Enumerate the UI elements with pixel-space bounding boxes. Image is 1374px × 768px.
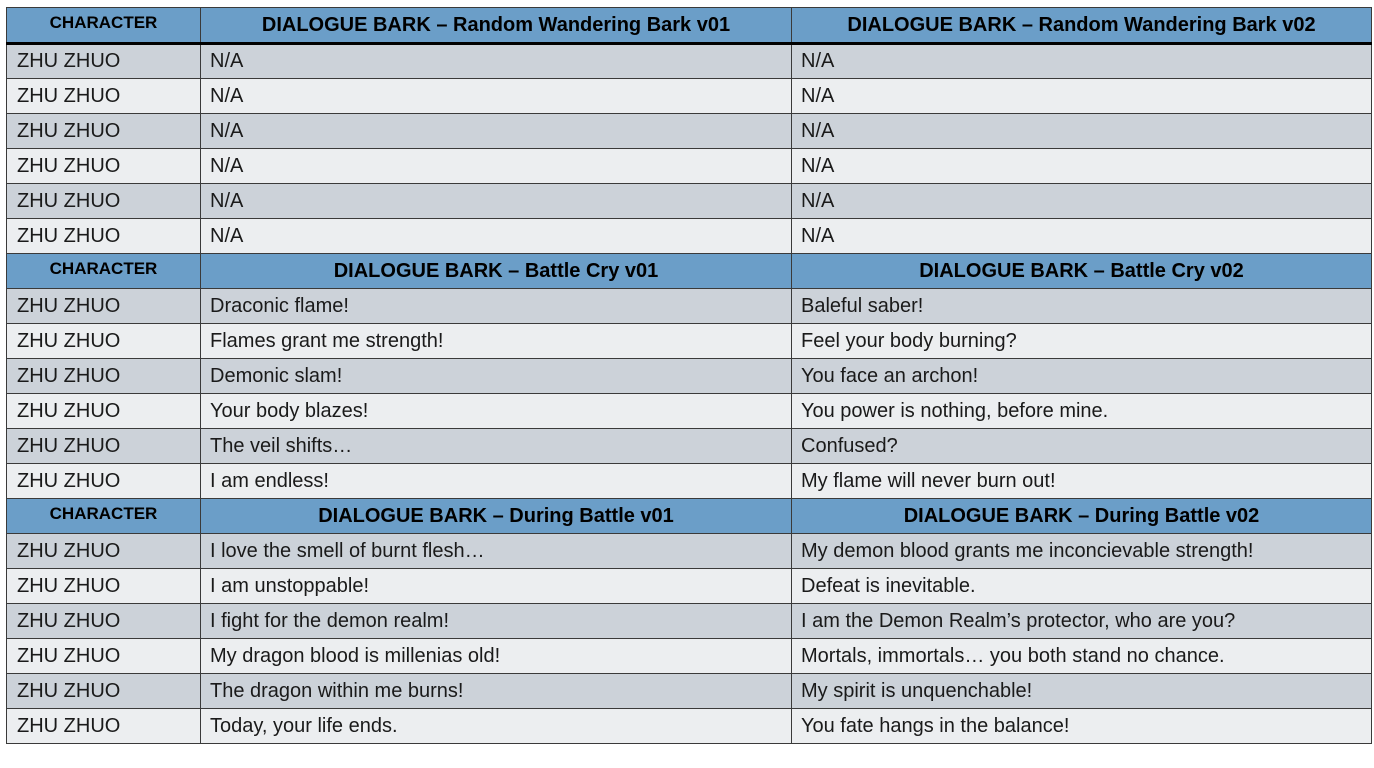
character-cell: ZHU ZHUO [7,149,201,184]
character-cell: ZHU ZHUO [7,709,201,744]
character-cell: ZHU ZHUO [7,534,201,569]
character-column-header: CHARACTER [7,254,201,289]
bark-v01-cell: N/A [201,184,792,219]
dialogue-bark-table [6,7,1372,744]
bark-v02-cell: My flame will never burn out! [792,464,1372,499]
character-cell: ZHU ZHUO [7,219,201,254]
bark-v01-cell: Demonic slam! [201,359,792,394]
character-cell: ZHU ZHUO [7,114,201,149]
bark-v01-cell: N/A [201,149,792,184]
table-row [7,114,1372,149]
table-row [7,639,1372,674]
character-cell: ZHU ZHUO [7,639,201,674]
table-row [7,219,1372,254]
bark-v01-column-header: DIALOGUE BARK – Random Wandering Bark v01 [201,8,792,44]
bark-v02-cell: Confused? [792,429,1372,464]
bark-v01-cell: I am unstoppable! [201,569,792,604]
bark-v01-cell: N/A [201,114,792,149]
character-cell: ZHU ZHUO [7,359,201,394]
table-row [7,359,1372,394]
character-column-header: CHARACTER [7,8,201,44]
table-row [7,674,1372,709]
bark-v02-cell: N/A [792,79,1372,114]
bark-v02-column-header: DIALOGUE BARK – Random Wandering Bark v02 [792,8,1372,44]
bark-v02-cell: N/A [792,44,1372,79]
table-row [7,709,1372,744]
bark-v01-cell: Flames grant me strength! [201,324,792,359]
table-row [7,44,1372,79]
table-row [7,604,1372,639]
table-row [7,534,1372,569]
bark-v02-cell: N/A [792,114,1372,149]
table-row [7,149,1372,184]
bark-v01-cell: I love the smell of burnt flesh… [201,534,792,569]
bark-v01-cell: I fight for the demon realm! [201,604,792,639]
table-row [7,429,1372,464]
bark-v02-cell: Feel your body burning? [792,324,1372,359]
table-row [7,79,1372,114]
bark-v02-column-header: DIALOGUE BARK – Battle Cry v02 [792,254,1372,289]
bark-v01-cell: The dragon within me burns! [201,674,792,709]
section-header-row [7,8,1372,44]
bark-v02-cell: Baleful saber! [792,289,1372,324]
bark-v01-cell: Today, your life ends. [201,709,792,744]
bark-v02-cell: My spirit is unquenchable! [792,674,1372,709]
bark-v02-cell: I am the Demon Realm’s protector, who are you? [792,604,1372,639]
section-header-row [7,254,1372,289]
character-cell: ZHU ZHUO [7,674,201,709]
bark-v02-cell: N/A [792,219,1372,254]
character-cell: ZHU ZHUO [7,464,201,499]
character-cell: ZHU ZHUO [7,394,201,429]
table-row [7,464,1372,499]
bark-v01-column-header: DIALOGUE BARK – During Battle v01 [201,499,792,534]
bark-v01-cell: The veil shifts… [201,429,792,464]
bark-v02-cell: You face an archon! [792,359,1372,394]
table-row [7,184,1372,219]
bark-v02-cell: Mortals, immortals… you both stand no chance. [792,639,1372,674]
character-cell: ZHU ZHUO [7,289,201,324]
character-cell: ZHU ZHUO [7,429,201,464]
section-header-row [7,499,1372,534]
character-cell: ZHU ZHUO [7,324,201,359]
bark-v01-cell: I am endless! [201,464,792,499]
bark-v01-cell: N/A [201,219,792,254]
bark-v01-cell: N/A [201,44,792,79]
bark-v01-cell: Draconic flame! [201,289,792,324]
table-row [7,289,1372,324]
character-cell: ZHU ZHUO [7,569,201,604]
character-cell: ZHU ZHUO [7,79,201,114]
bark-v02-cell: My demon blood grants me inconcievable strength! [792,534,1372,569]
bark-v01-column-header: DIALOGUE BARK – Battle Cry v01 [201,254,792,289]
bark-v02-cell: You fate hangs in the balance! [792,709,1372,744]
bark-v02-cell: Defeat is inevitable. [792,569,1372,604]
table-row [7,324,1372,359]
character-cell: ZHU ZHUO [7,604,201,639]
bark-v01-cell: My dragon blood is millenias old! [201,639,792,674]
table-row [7,394,1372,429]
character-cell: ZHU ZHUO [7,184,201,219]
bark-v01-cell: N/A [201,79,792,114]
bark-v02-cell: N/A [792,149,1372,184]
bark-v02-cell: N/A [792,184,1372,219]
bark-v01-cell: Your body blazes! [201,394,792,429]
bark-v02-cell: You power is nothing, before mine. [792,394,1372,429]
table-row [7,569,1372,604]
character-column-header: CHARACTER [7,499,201,534]
bark-v02-column-header: DIALOGUE BARK – During Battle v02 [792,499,1372,534]
dialogue-bark-table-body [7,8,1372,744]
character-cell: ZHU ZHUO [7,44,201,79]
